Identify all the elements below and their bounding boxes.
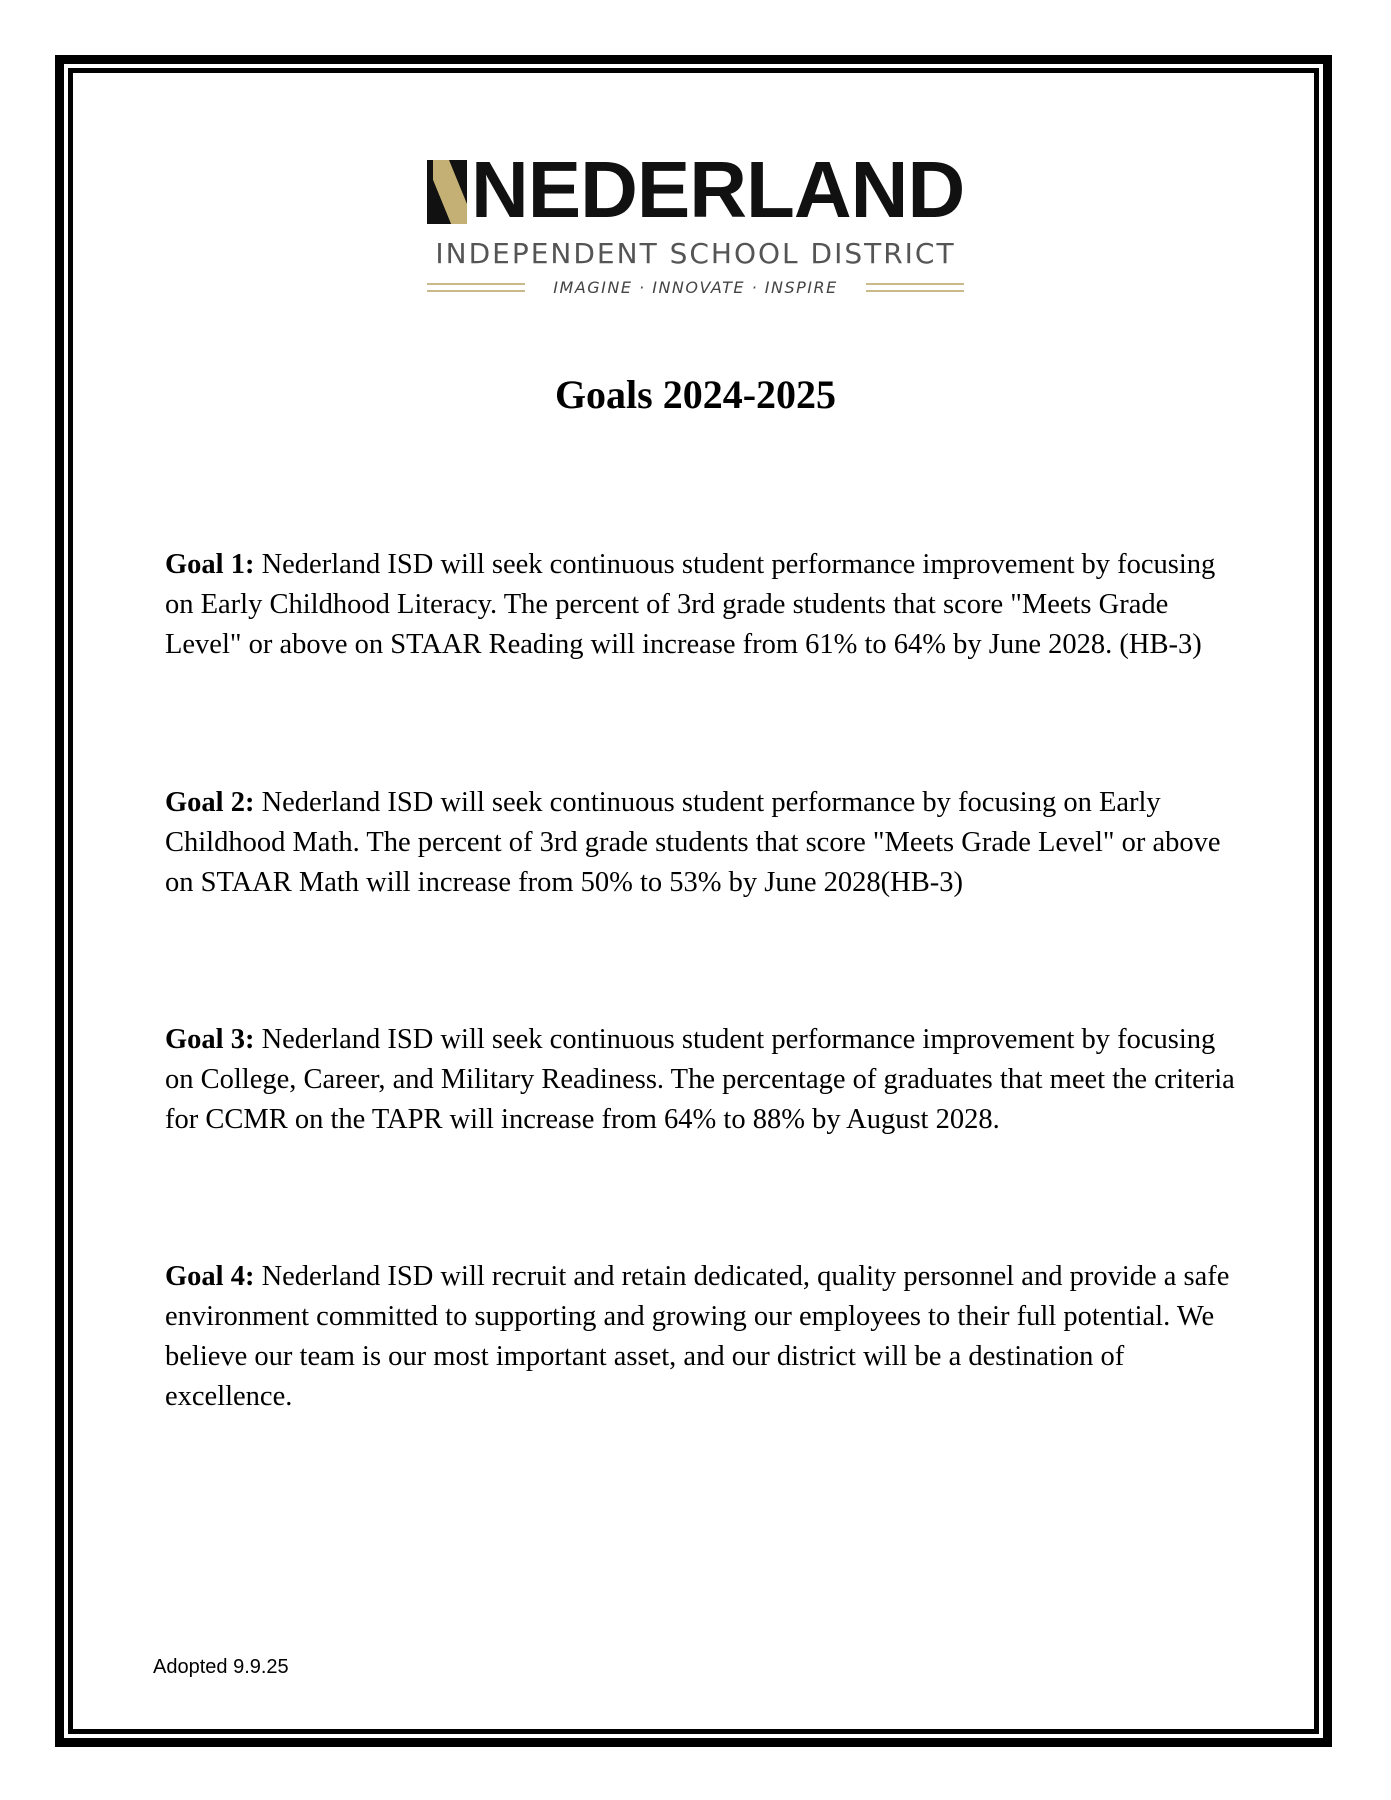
goal-text: Nederland ISD will recruit and retain dedicated, quality personnel and provide a safe environment committed to supporting and growing our employees to their full potential. We believe our team is our most important asset, and our district will be a destination of excellence. (165, 1261, 1230, 1412)
logo-tagline-row (427, 278, 964, 298)
goal-label: Goal 1: (165, 549, 255, 580)
goal-text: Nederland ISD will seek continuous student performance improvement by focusing on College, Career, and Military Readiness. The percentage of graduates that meet the criteria for CCMR on the TAPR will increase from 64% to 88% by August 2028. (165, 1024, 1235, 1135)
tagline-rule-right (866, 283, 964, 292)
goal-label: Goal 4: (165, 1261, 255, 1292)
goal-label: Goal 2: (165, 787, 255, 818)
page-title: Goals 2024-2025 (554, 372, 837, 417)
goal-paragraph (165, 1020, 1245, 1140)
goal-paragraph (165, 1257, 1245, 1417)
logo-district-name: INDEPENDENT SCHOOL DISTRICT (435, 237, 956, 270)
goal-text: Nederland ISD will seek continuous student performance improvement by focusing on Early Childhood Literacy. The percent of 3rd grade students that score "Meets Grade Level" or above on STAAR Reading will increase from 61% to 64% by June 2028. (HB-3) (165, 549, 1216, 660)
adopted-date: Adopted 9.9.25 (153, 1656, 289, 1678)
tagline-rule-left (427, 283, 525, 292)
goal-text: Nederland ISD will seek continuous student performance by focusing on Early Childhood Math. The percent of 3rd grade students that score "Meets Grade Level" or above on STAAR Math will increase from 50% to 53% by June 2028(HB-3) (165, 787, 1221, 898)
goal-label: Goal 3: (165, 1024, 255, 1055)
goal-paragraph (165, 783, 1245, 903)
logo-tagline: IMAGINE · INNOVATE · INSPIRE (553, 278, 838, 297)
goal-paragraph (165, 545, 1245, 665)
logo-wordmark: NEDERLAND (471, 145, 965, 234)
logo-mark-icon (427, 160, 467, 224)
district-logo (427, 145, 965, 298)
